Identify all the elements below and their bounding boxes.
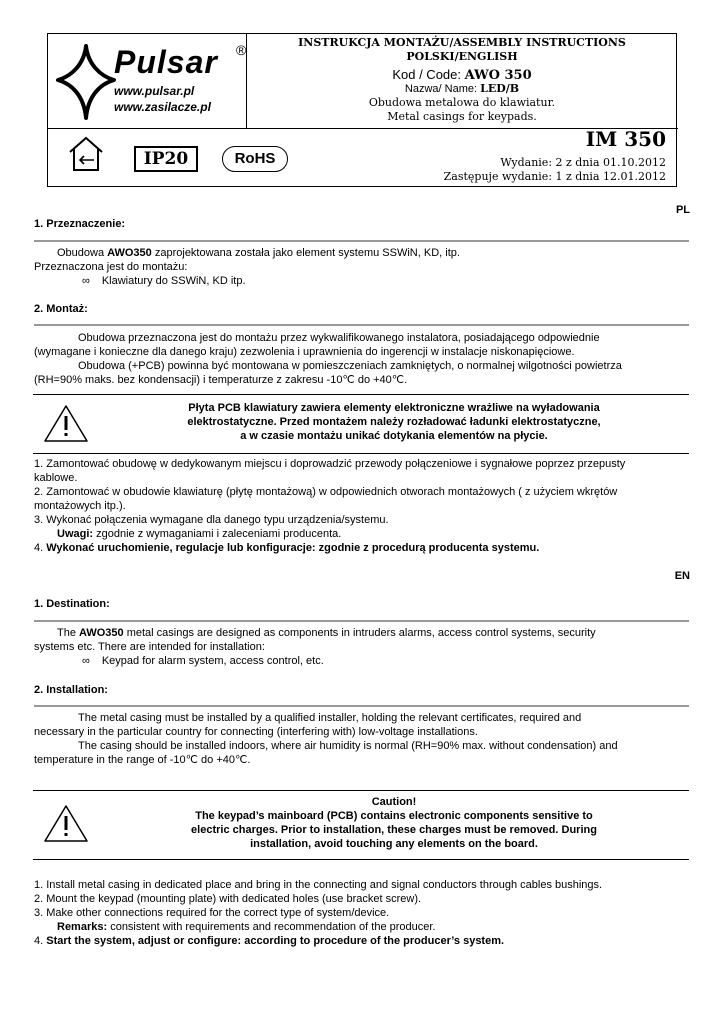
pl-section-1-title: 1. Przeznaczenie: — [34, 218, 126, 230]
code-label: Kod / Code: — [392, 67, 461, 82]
pl-bullet-item — [82, 274, 246, 288]
text-run: Obudowa — [57, 247, 108, 259]
remarks-label: Uwagi: — [57, 528, 94, 540]
bullet-symbol: ∞ — [82, 655, 90, 667]
pl-step-1-line-2: kablowe. — [34, 472, 78, 484]
remarks-text: consistent with requirements and recommendation of the producer. — [107, 921, 436, 933]
registered-mark: ® — [236, 42, 247, 58]
language-label-en: EN — [674, 570, 690, 582]
en-remarks — [57, 920, 436, 934]
en-section-1-paragraph — [57, 626, 596, 640]
website-link-1[interactable]: www.pulsar.pl — [114, 84, 195, 98]
name-line — [246, 82, 678, 96]
warning-triangle-icon — [43, 403, 89, 443]
pl-step-3: 3. Wykonać połączenia wymagane dla danego typu urządzenia/systemu. — [34, 514, 389, 526]
en-section-1-title: 1. Destination: — [34, 598, 110, 610]
bullet-symbol: ∞ — [82, 275, 90, 287]
step-text: Wykonać uruchomienie, regulacje lub konfiguracje: zgodnie z procedurą producenta systemu. — [46, 542, 540, 554]
section-rule — [34, 324, 689, 326]
en-step-4 — [34, 934, 504, 948]
step-number: 4. — [34, 542, 47, 554]
pulsar-logo-icon — [54, 42, 118, 122]
en-section-2-line-1: The metal casing must be installed by a qualified installer, holding the relevant certificates, required and — [78, 712, 582, 724]
section-rule — [34, 620, 689, 622]
en-section-2-line-2: necessary in the particular country for connecting (interfering with) low-voltage installations. — [34, 726, 478, 738]
pl-section-2-line-2: (wymagane i konieczne dla danego kraju) zezwolenia i uprawnienia do ingerencji w instalacje niskonapięciowe. — [34, 346, 575, 358]
step-text: Start the system, adjust or configure: according to procedure of the producer’s system. — [46, 935, 505, 947]
section-rule — [34, 705, 689, 707]
warning-line: installation, avoid touching any elements on the board. — [250, 838, 538, 850]
name-value: LED/B — [480, 82, 520, 95]
edition-info — [444, 156, 666, 184]
pl-step-4 — [34, 541, 539, 555]
step-number: 4. — [34, 935, 47, 947]
pl-section-2-line-3: Obudowa (+PCB) powinna być montowana w pomieszczeniach zamkniętych, o normalnej wilgotności powietrza — [78, 360, 622, 372]
section-rule — [34, 240, 689, 242]
bullet-text: Klawiatury do SSWiN, KD itp. — [101, 275, 246, 287]
document-header — [47, 33, 677, 187]
replaces-date: Zastępuje wydanie: 1 z dnia 12.01.2012 — [443, 170, 666, 183]
warning-triangle-icon — [43, 803, 89, 843]
text-run: metal casings are designed as components in intruders alarms, access control systems, security — [123, 627, 596, 639]
en-step-2: 2. Mount the keypad (mounting plate) with dedicated holes (use bracket screw). — [34, 893, 422, 905]
description-pl: Obudowa metalowa do klawiatur. — [368, 96, 556, 109]
warning-line: elektrostatyczne. Przed montażem należy rozładować ładunki elektrostatyczne, — [187, 416, 601, 428]
remarks-label: Remarks: — [57, 921, 108, 933]
pl-section-1-intended: Przeznaczona jest do montażu: — [34, 261, 188, 273]
text-run: zaprojektowana została jako element systemu SSWiN, KD, itp. — [151, 247, 460, 259]
pl-step-2-line-1: 2. Zamontować w obudowie klawiaturę (płytę montażową) w odpowiednich otworach montażowych ( z użyciem wkrętów — [34, 486, 618, 498]
indoor-house-icon — [66, 134, 106, 174]
pl-section-2-title: 2. Montaż: — [34, 303, 88, 315]
pl-section-1-paragraph — [57, 246, 460, 260]
pl-section-2-line-1: Obudowa przeznaczona jest do montażu przez wykwalifikowanego instalatora, posiadającego odpowiednie — [78, 332, 600, 344]
warning-heading: Caution! — [371, 796, 417, 808]
edition-date: Wydanie: 2 z dnia 01.10.2012 — [500, 156, 666, 169]
header-title-2: POLSKI/ENGLISH — [406, 50, 518, 63]
warning-line: a w czasie montażu unikać dotykania elementów na płycie. — [240, 430, 548, 442]
code-value: AWO 350 — [464, 68, 532, 83]
remarks-text: zgodnie z wymaganiami i zaleceniami producenta. — [93, 528, 342, 540]
ip20-badge: IP20 — [134, 146, 198, 172]
text-run: The — [57, 627, 80, 639]
name-label: Nazwa/ Name: — [404, 83, 478, 95]
bullet-text: Keypad for alarm system, access control, etc. — [101, 655, 324, 667]
document-id: IM 350 — [585, 127, 666, 151]
pl-step-2-line-2: montażowych itp.). — [34, 500, 126, 512]
en-section-2-line-4: temperature in the range of -10℃ do +40℃. — [34, 754, 251, 766]
en-section-2-line-3: The casing should be installed indoors, where air humidity is normal (RH=90% max. without condensation) and — [78, 740, 618, 752]
product-code: AWO350 — [79, 627, 124, 639]
en-section-1-intended: systems etc. There are intended for installation: — [34, 641, 265, 653]
pl-warning-text — [99, 401, 689, 443]
header-title-1: INSTRUKCJA MONTAŻU/ASSEMBLY INSTRUCTIONS — [298, 36, 626, 49]
language-label-pl: PL — [675, 204, 690, 216]
brand-name: Pulsar — [114, 44, 218, 80]
warning-line: The keypad’s mainboard (PCB) contains electronic components sensitive to — [195, 810, 593, 822]
website-link-2[interactable]: www.zasilacze.pl — [114, 100, 211, 114]
warning-line: electric charges. Prior to installation, these charges must be removed. During — [191, 824, 597, 836]
en-bullet-item — [82, 654, 324, 668]
product-code: AWO350 — [107, 247, 152, 259]
pl-step-1-line-1: 1. Zamontować obudowę w dedykowanym miejscu i doprowadzić przewody połączeniowe i sygnałowe poprzez przepusty — [34, 458, 626, 470]
en-warning-box — [33, 790, 689, 860]
pl-section-2-line-4: (RH=90% maks. bez kondensacji) i temperaturze z zakresu -10℃ do +40℃. — [34, 374, 408, 386]
en-warning-text — [99, 795, 689, 851]
description-en: Metal casings for keypads. — [387, 110, 537, 123]
en-step-1: 1. Install metal casing in dedicated place and bring in the connecting and signal conductors through cables bushings. — [34, 879, 603, 891]
rohs-badge: RoHS — [222, 146, 288, 172]
warning-line: Płyta PCB klawiatury zawiera elementy elektroniczne wrażliwe na wyładowania — [188, 402, 600, 414]
pl-remarks — [57, 527, 341, 541]
header-divider-horizontal — [48, 128, 678, 129]
pl-warning-box — [33, 394, 689, 454]
en-step-3: 3. Make other connections required for the correct type of system/device. — [34, 907, 390, 919]
en-section-2-title: 2. Installation: — [34, 684, 108, 696]
